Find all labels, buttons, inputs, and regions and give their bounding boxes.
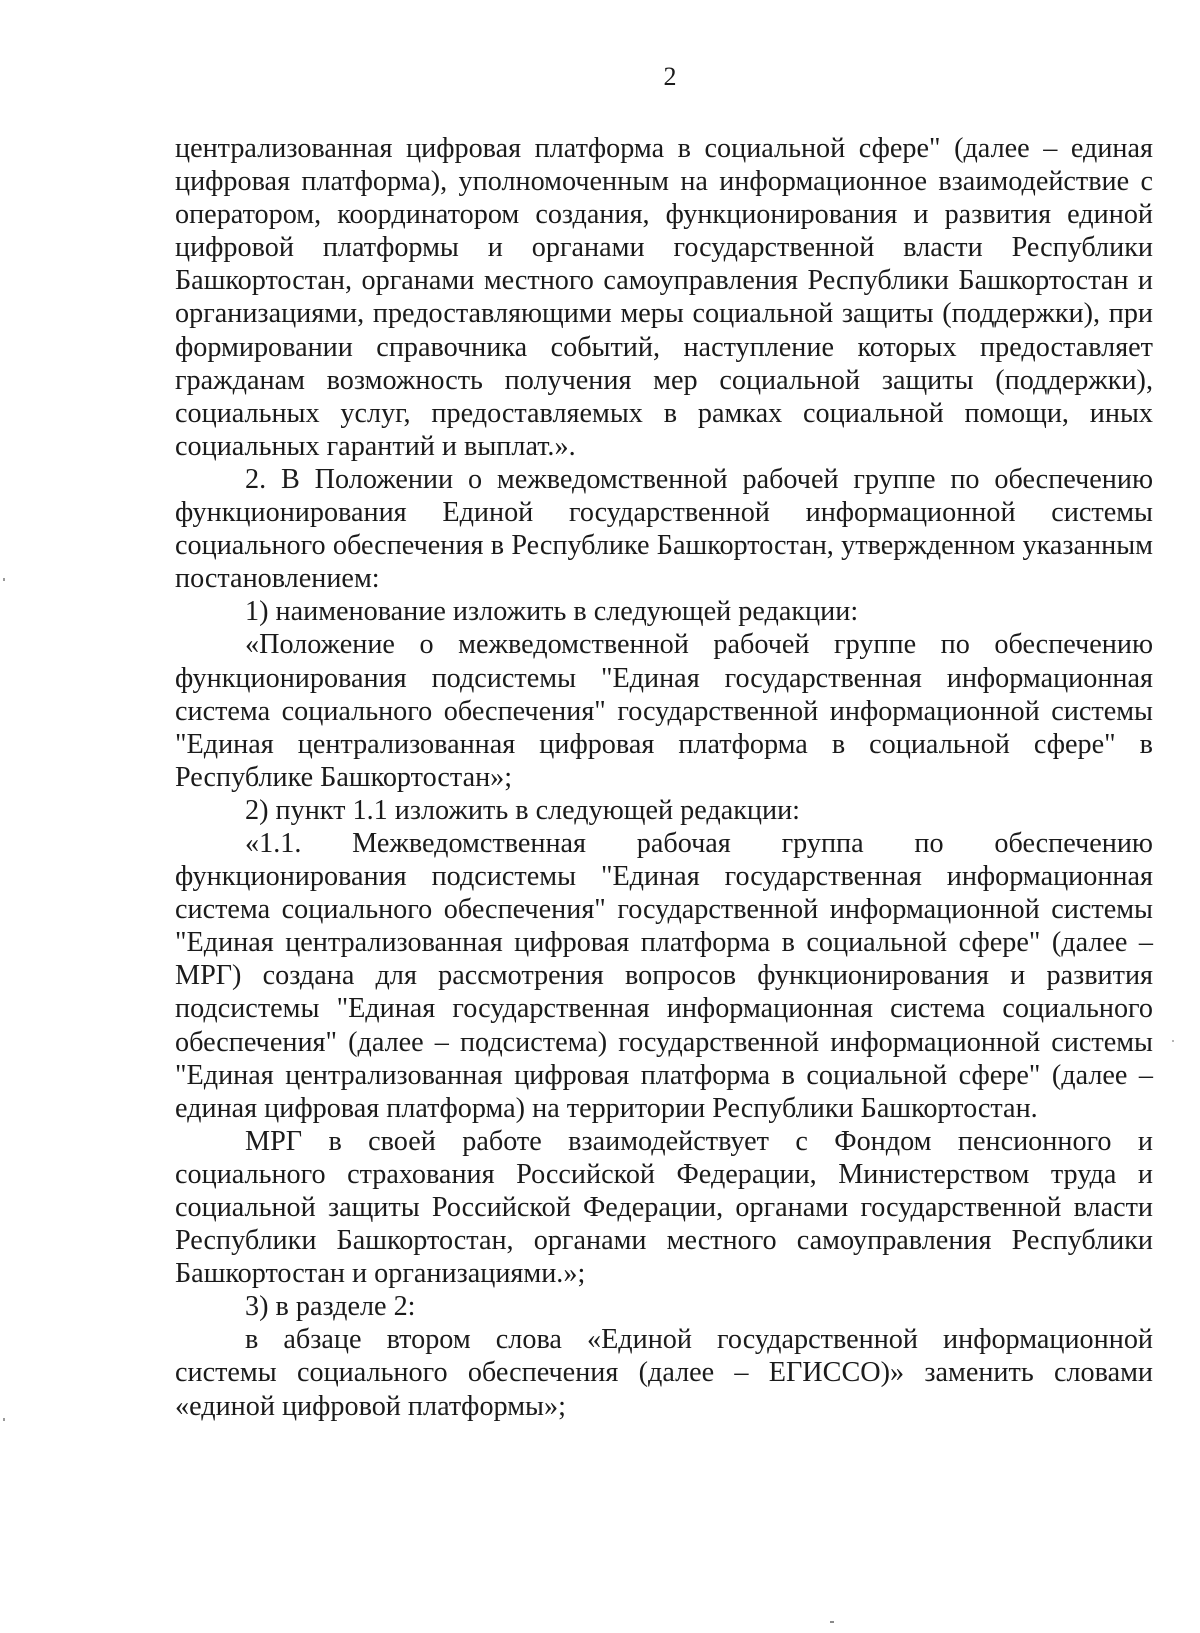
paragraph-8: 3) в разделе 2:: [245, 1291, 416, 1323]
paragraph-3: 1) наименование изложить в следующей редакции:: [245, 596, 859, 628]
document-body: [175, 132, 1153, 1423]
paragraph-4: «Положение о межведомственной рабочей группе по обеспечению функционирования подсистемы "Единая государственная информационная система социального обеспечения" государственной информационной системы "Единая централизованная цифровая платформа в социальной сфере" в Республике Башкортостан»;: [175, 629, 1153, 793]
paragraph-7: МРГ в своей работе взаимодействует с Фондом пенсионного и социального страхования Российской Федерации, Министерством труда и социальной защиты Российской Федерации, органами государственной власти Республики Башкортостан, органами местного самоуправления Республики Башкортостан и организациями.»;: [175, 1125, 1153, 1290]
paragraph-1: централизованная цифровая платформа в социальной сфере" (далее – единая цифровая платформа), уполномоченным на информационное взаимодействие с оператором, координатором создания, функционирования и развития единой цифровой платформы и органами государственной власти Республики Башкортостан, органами местного самоуправления Республики Башкортостан и организациями, предоставляющими меры социальной защиты (поддержки), при формировании справочника событий, наступление которых предоставляет гражданам возможность получения мер социальной защиты (поддержки), социальных услуг, предоставляемых в рамках социальной помощи, иных социальных гарантий и выплат.».: [175, 133, 1153, 462]
paragraph-2: 2. В Положении о межведомственной рабочей группе по обеспечению функционирования Единой государственной информационной системы социального обеспечения в Республике Башкортостан, утвержденном указанным постановлением:: [175, 463, 1153, 595]
paragraph-9: в абзаце втором слова «Единой государственной информационной системы социального обеспечения (далее – ЕГИССО)» заменить словами «единой цифровой платформы»;: [175, 1324, 1153, 1422]
paragraph-6: «1.1. Межведомственная рабочая группа по обеспечению функционирования подсистемы "Единая государственная информационная система социального обеспечения" государственной информационной системы "Единая централизованная цифровая платформа в социальной сфере" (далее – МРГ) создана для рассмотрения вопросов функционирования и развития подсистемы "Единая государственная информационная система социального обеспечения" (далее – подсистема) государственной информационной системы "Единая централизованная цифровая платформа в социальной сфере" (далее – единая цифровая платформа) на территории Республики Башкортостан.: [175, 827, 1153, 1124]
page-number: 2: [663, 62, 677, 91]
paragraph-5: 2) пункт 1.1 изложить в следующей редакции:: [245, 794, 800, 826]
